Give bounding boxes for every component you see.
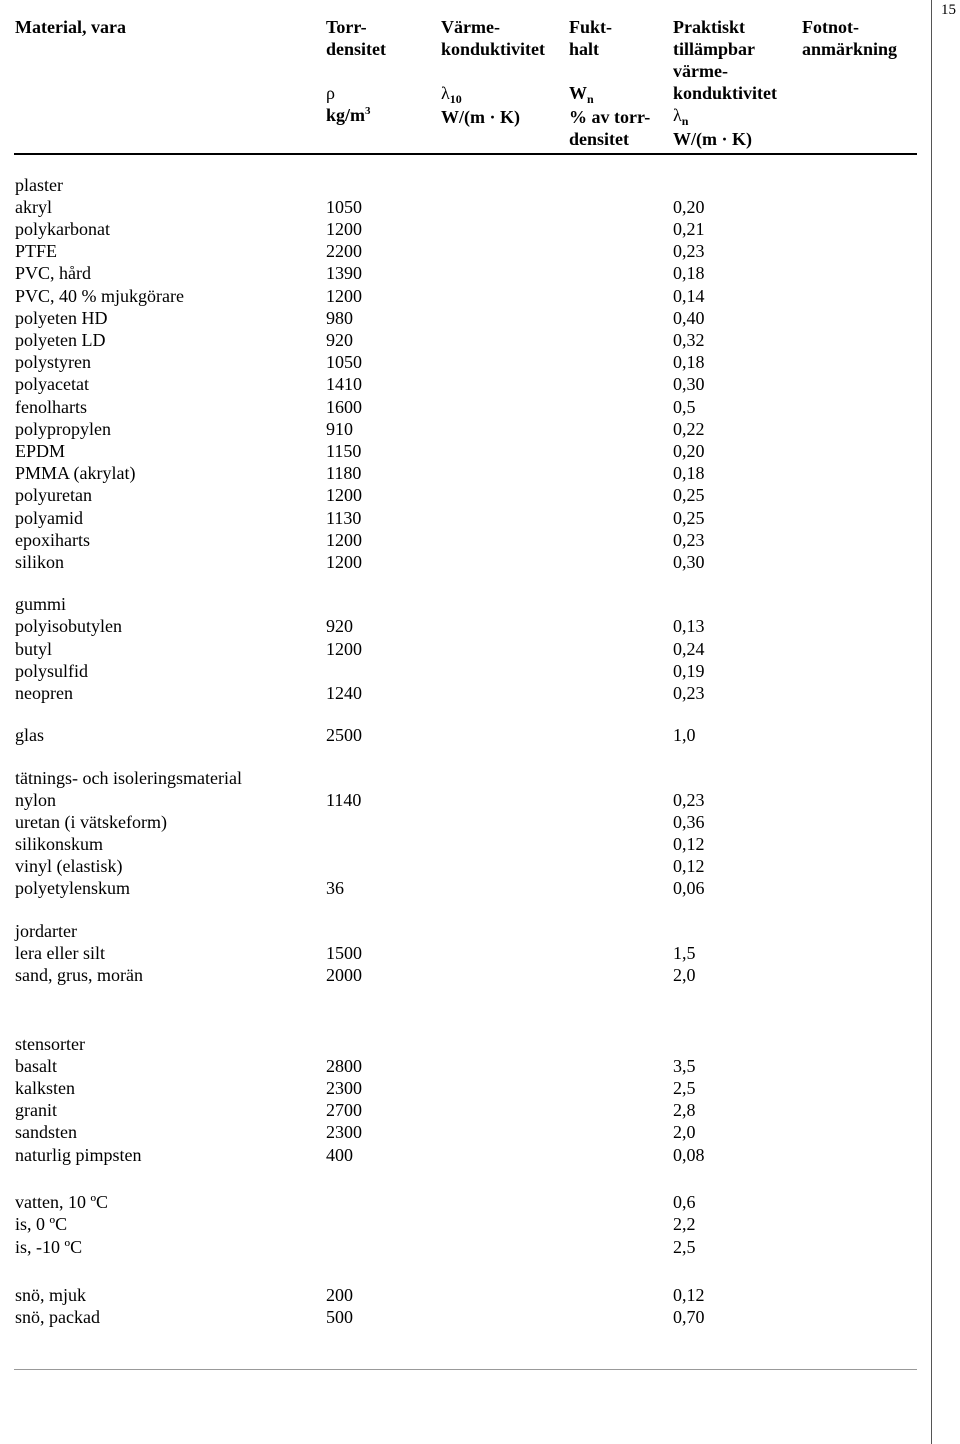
lambda-n-cell: 1,5: [673, 943, 696, 963]
header-density-line1: Torr-: [326, 17, 367, 37]
section-heading-row: [0, 920, 930, 942]
material-cell: polysulfid: [15, 661, 89, 681]
density-cell: 1600: [326, 397, 362, 417]
material-cell: uretan (i vätskeform): [15, 812, 167, 832]
header-practical-symbol: λ: [673, 105, 682, 125]
table-row: [0, 418, 930, 440]
header-practical-line2: tillämpbar: [673, 39, 756, 59]
material-cell: basalt: [15, 1056, 57, 1076]
lambda-n-cell: 0,06: [673, 878, 705, 898]
material-cell: plaster: [15, 175, 63, 195]
header-density: [326, 16, 386, 129]
material-cell: polyuretan: [15, 485, 92, 505]
lambda-n-cell: 0,32: [673, 330, 705, 350]
density-cell: 1050: [326, 197, 362, 217]
material-cell: butyl: [15, 639, 53, 659]
material-cell: polyetylenskum: [15, 878, 130, 898]
table-row: [0, 1055, 930, 1077]
lambda-n-cell: 0,23: [673, 790, 705, 810]
header-practical-line1: Praktiskt: [673, 17, 745, 37]
header-density-symbol: ρ: [326, 83, 335, 103]
header-practical-line4: konduktivitet: [673, 83, 778, 103]
material-cell: neopren: [15, 683, 73, 703]
section-heading-row: [0, 1033, 930, 1055]
table-row: [0, 440, 930, 462]
header-moisture: [569, 16, 650, 150]
table-row: [0, 307, 930, 329]
lambda-n-cell: 2,5: [673, 1078, 696, 1098]
lambda-n-cell: 0,18: [673, 263, 705, 283]
material-cell: stensorter: [15, 1034, 85, 1054]
header-conductivity-symbol: λ: [441, 83, 450, 103]
lambda-n-cell: 0,12: [673, 834, 705, 854]
density-cell: 1500: [326, 943, 362, 963]
lambda-n-cell: 3,5: [673, 1056, 696, 1076]
bottom-rule: [14, 1369, 917, 1370]
lambda-n-cell: 0,18: [673, 463, 705, 483]
table-row: [0, 529, 930, 551]
lambda-n-cell: 0,30: [673, 552, 705, 572]
table-row: [0, 1144, 930, 1166]
header-moisture-unit2: densitet: [569, 129, 629, 149]
header-footnote-line2: anmärkning: [802, 39, 898, 59]
material-cell: nylon: [15, 790, 57, 810]
material-cell: vatten, 10 ºC: [15, 1192, 109, 1212]
table-row: [0, 1077, 930, 1099]
density-cell: 1410: [326, 374, 362, 394]
density-cell: 1200: [326, 530, 362, 550]
header-density-unit-exponent: 3: [365, 105, 371, 117]
table-row: [0, 1236, 930, 1258]
density-cell: 1200: [326, 286, 362, 306]
lambda-n-cell: 0,24: [673, 639, 705, 659]
material-cell: snö, mjuk: [15, 1285, 87, 1305]
material-cell: polyeten LD: [15, 330, 106, 350]
header-practical-unit: W/(m · K): [673, 129, 752, 149]
header-footnote-line1: Fotnot-: [802, 17, 859, 37]
header-material: [15, 16, 126, 38]
table-row: [0, 1191, 930, 1213]
table-row: [0, 811, 930, 833]
material-cell: polypropylen: [15, 419, 111, 439]
table-row: [0, 724, 930, 746]
material-cell: fenolharts: [15, 397, 87, 417]
density-cell: 2500: [326, 725, 362, 745]
table-row: [0, 1121, 930, 1143]
lambda-n-cell: 2,8: [673, 1100, 696, 1120]
section-heading-row: [0, 174, 930, 196]
material-cell: sand, grus, morän: [15, 965, 143, 985]
table-row: [0, 615, 930, 637]
header-conductivity-unit: W/(m · K): [441, 107, 520, 127]
density-cell: 1390: [326, 263, 362, 283]
header-conductivity-subscript: 10: [449, 92, 462, 106]
table-row: [0, 240, 930, 262]
header-practical-line3: värme-: [673, 61, 728, 81]
lambda-n-cell: 0,12: [673, 856, 705, 876]
lambda-n-cell: 0,70: [673, 1307, 705, 1327]
density-cell: 1050: [326, 352, 362, 372]
density-cell: 980: [326, 308, 353, 328]
material-cell: vinyl (elastisk): [15, 856, 123, 876]
material-cell: silikonskum: [15, 834, 104, 854]
header-material-label: Material, vara: [15, 17, 126, 37]
header-density-unit: kg/m: [326, 105, 366, 125]
lambda-n-cell: 0,23: [673, 683, 705, 703]
density-cell: 920: [326, 330, 353, 350]
density-cell: 2200: [326, 241, 362, 261]
table-row: [0, 351, 930, 373]
table-row: [0, 964, 930, 986]
lambda-n-cell: 0,20: [673, 441, 705, 461]
material-cell: EPDM: [15, 441, 66, 461]
lambda-n-cell: 0,36: [673, 812, 705, 832]
table-row: [0, 855, 930, 877]
material-cell: naturlig pimpsten: [15, 1145, 142, 1165]
material-cell: silikon: [15, 552, 65, 572]
table-row: [0, 396, 930, 418]
material-cell: polyamid: [15, 508, 83, 528]
material-cell: is, -10 ºC: [15, 1237, 83, 1257]
material-cell: akryl: [15, 197, 52, 217]
density-cell: 1140: [326, 790, 362, 810]
table-row: [0, 262, 930, 284]
density-cell: 2300: [326, 1078, 362, 1098]
density-cell: 1130: [326, 508, 362, 528]
density-cell: 1240: [326, 683, 362, 703]
material-cell: epoxiharts: [15, 530, 90, 550]
header-rule: [14, 153, 917, 155]
lambda-n-cell: 0,14: [673, 286, 705, 306]
material-cell: PVC, hård: [15, 263, 91, 283]
material-cell: PVC, 40 % mjukgörare: [15, 286, 184, 306]
lambda-n-cell: 0,40: [673, 308, 705, 328]
table-row: [0, 660, 930, 682]
lambda-n-cell: 2,0: [673, 1122, 696, 1142]
table-row: [0, 218, 930, 240]
material-cell: gummi: [15, 594, 67, 614]
table-row: [0, 196, 930, 218]
lambda-n-cell: 0,22: [673, 419, 705, 439]
material-cell: sandsten: [15, 1122, 77, 1142]
density-cell: 1200: [326, 219, 362, 239]
header-conductivity: [441, 16, 545, 128]
table-row: [0, 551, 930, 573]
lambda-n-cell: 0,19: [673, 661, 705, 681]
material-cell: polystyren: [15, 352, 91, 372]
material-cell: granit: [15, 1100, 57, 1120]
header-density-line2: densitet: [326, 39, 386, 59]
header-moisture-symbol: W: [569, 83, 587, 103]
table-row: [0, 329, 930, 351]
density-cell: 500: [326, 1307, 353, 1327]
density-cell: 200: [326, 1285, 353, 1305]
lambda-n-cell: 0,5: [673, 397, 696, 417]
table-row: [0, 833, 930, 855]
header-practical-subscript: n: [681, 114, 689, 128]
density-cell: 1200: [326, 485, 362, 505]
density-cell: 2800: [326, 1056, 362, 1076]
table-row: [0, 638, 930, 660]
density-cell: 1200: [326, 552, 362, 572]
lambda-n-cell: 2,2: [673, 1214, 696, 1234]
table-row: [0, 1099, 930, 1121]
lambda-n-cell: 0,18: [673, 352, 705, 372]
material-cell: tätnings- och isoleringsmaterial: [15, 768, 242, 788]
header-conductivity-line1: Värme-: [441, 17, 500, 37]
header-footnote: [802, 16, 897, 60]
density-cell: 36: [326, 878, 344, 898]
lambda-n-cell: 0,23: [673, 241, 705, 261]
lambda-n-cell: 0,21: [673, 219, 705, 239]
material-cell: snö, packad: [15, 1307, 100, 1327]
material-cell: glas: [15, 725, 44, 745]
lambda-n-cell: 2,0: [673, 965, 696, 985]
lambda-n-cell: 0,12: [673, 1285, 705, 1305]
section-heading-row: [0, 593, 930, 615]
material-cell: lera eller silt: [15, 943, 105, 963]
header-conductivity-line2: konduktivitet: [441, 39, 546, 59]
table-row: [0, 285, 930, 307]
density-cell: 2300: [326, 1122, 362, 1142]
table-row: [0, 373, 930, 395]
table-row: [0, 942, 930, 964]
table-row: [0, 507, 930, 529]
density-cell: 400: [326, 1145, 353, 1165]
header-moisture-unit1: % av torr-: [569, 107, 651, 127]
lambda-n-cell: 0,6: [673, 1192, 696, 1212]
table-row: [0, 1306, 930, 1328]
table-row: [0, 1213, 930, 1235]
lambda-n-cell: 1,0: [673, 725, 696, 745]
material-cell: PMMA (akrylat): [15, 463, 136, 483]
density-cell: 1200: [326, 639, 362, 659]
lambda-n-cell: 0,08: [673, 1145, 705, 1165]
density-cell: 910: [326, 419, 353, 439]
material-cell: kalksten: [15, 1078, 75, 1098]
lambda-n-cell: 2,5: [673, 1237, 696, 1257]
table-row: [0, 1284, 930, 1306]
density-cell: 2700: [326, 1100, 362, 1120]
material-cell: polykarbonat: [15, 219, 110, 239]
lambda-n-cell: 0,20: [673, 197, 705, 217]
density-cell: 920: [326, 616, 353, 636]
lambda-n-cell: 0,13: [673, 616, 705, 636]
lambda-n-cell: 0,25: [673, 485, 705, 505]
table-row: [0, 462, 930, 484]
material-cell: jordarter: [15, 921, 77, 941]
density-cell: 1150: [326, 441, 362, 461]
right-margin-rule: [931, 0, 932, 1444]
section-heading-row: [0, 767, 930, 789]
table-row: [0, 789, 930, 811]
density-cell: 2000: [326, 965, 362, 985]
material-cell: polyeten HD: [15, 308, 108, 328]
table-row: [0, 877, 930, 899]
header-moisture-line1: Fukt-: [569, 17, 613, 37]
lambda-n-cell: 0,25: [673, 508, 705, 528]
table-row: [0, 682, 930, 704]
header-moisture-subscript: n: [587, 92, 594, 106]
table-row: [0, 484, 930, 506]
lambda-n-cell: 0,30: [673, 374, 705, 394]
material-cell: PTFE: [15, 241, 58, 261]
material-cell: polyacetat: [15, 374, 89, 394]
density-cell: 1180: [326, 463, 362, 483]
header-moisture-line2: halt: [569, 39, 600, 59]
page-number: 15: [941, 2, 956, 18]
lambda-n-cell: 0,23: [673, 530, 705, 550]
material-cell: is, 0 ºC: [15, 1214, 68, 1234]
material-cell: polyisobutylen: [15, 616, 122, 636]
header-practical: [673, 16, 777, 150]
